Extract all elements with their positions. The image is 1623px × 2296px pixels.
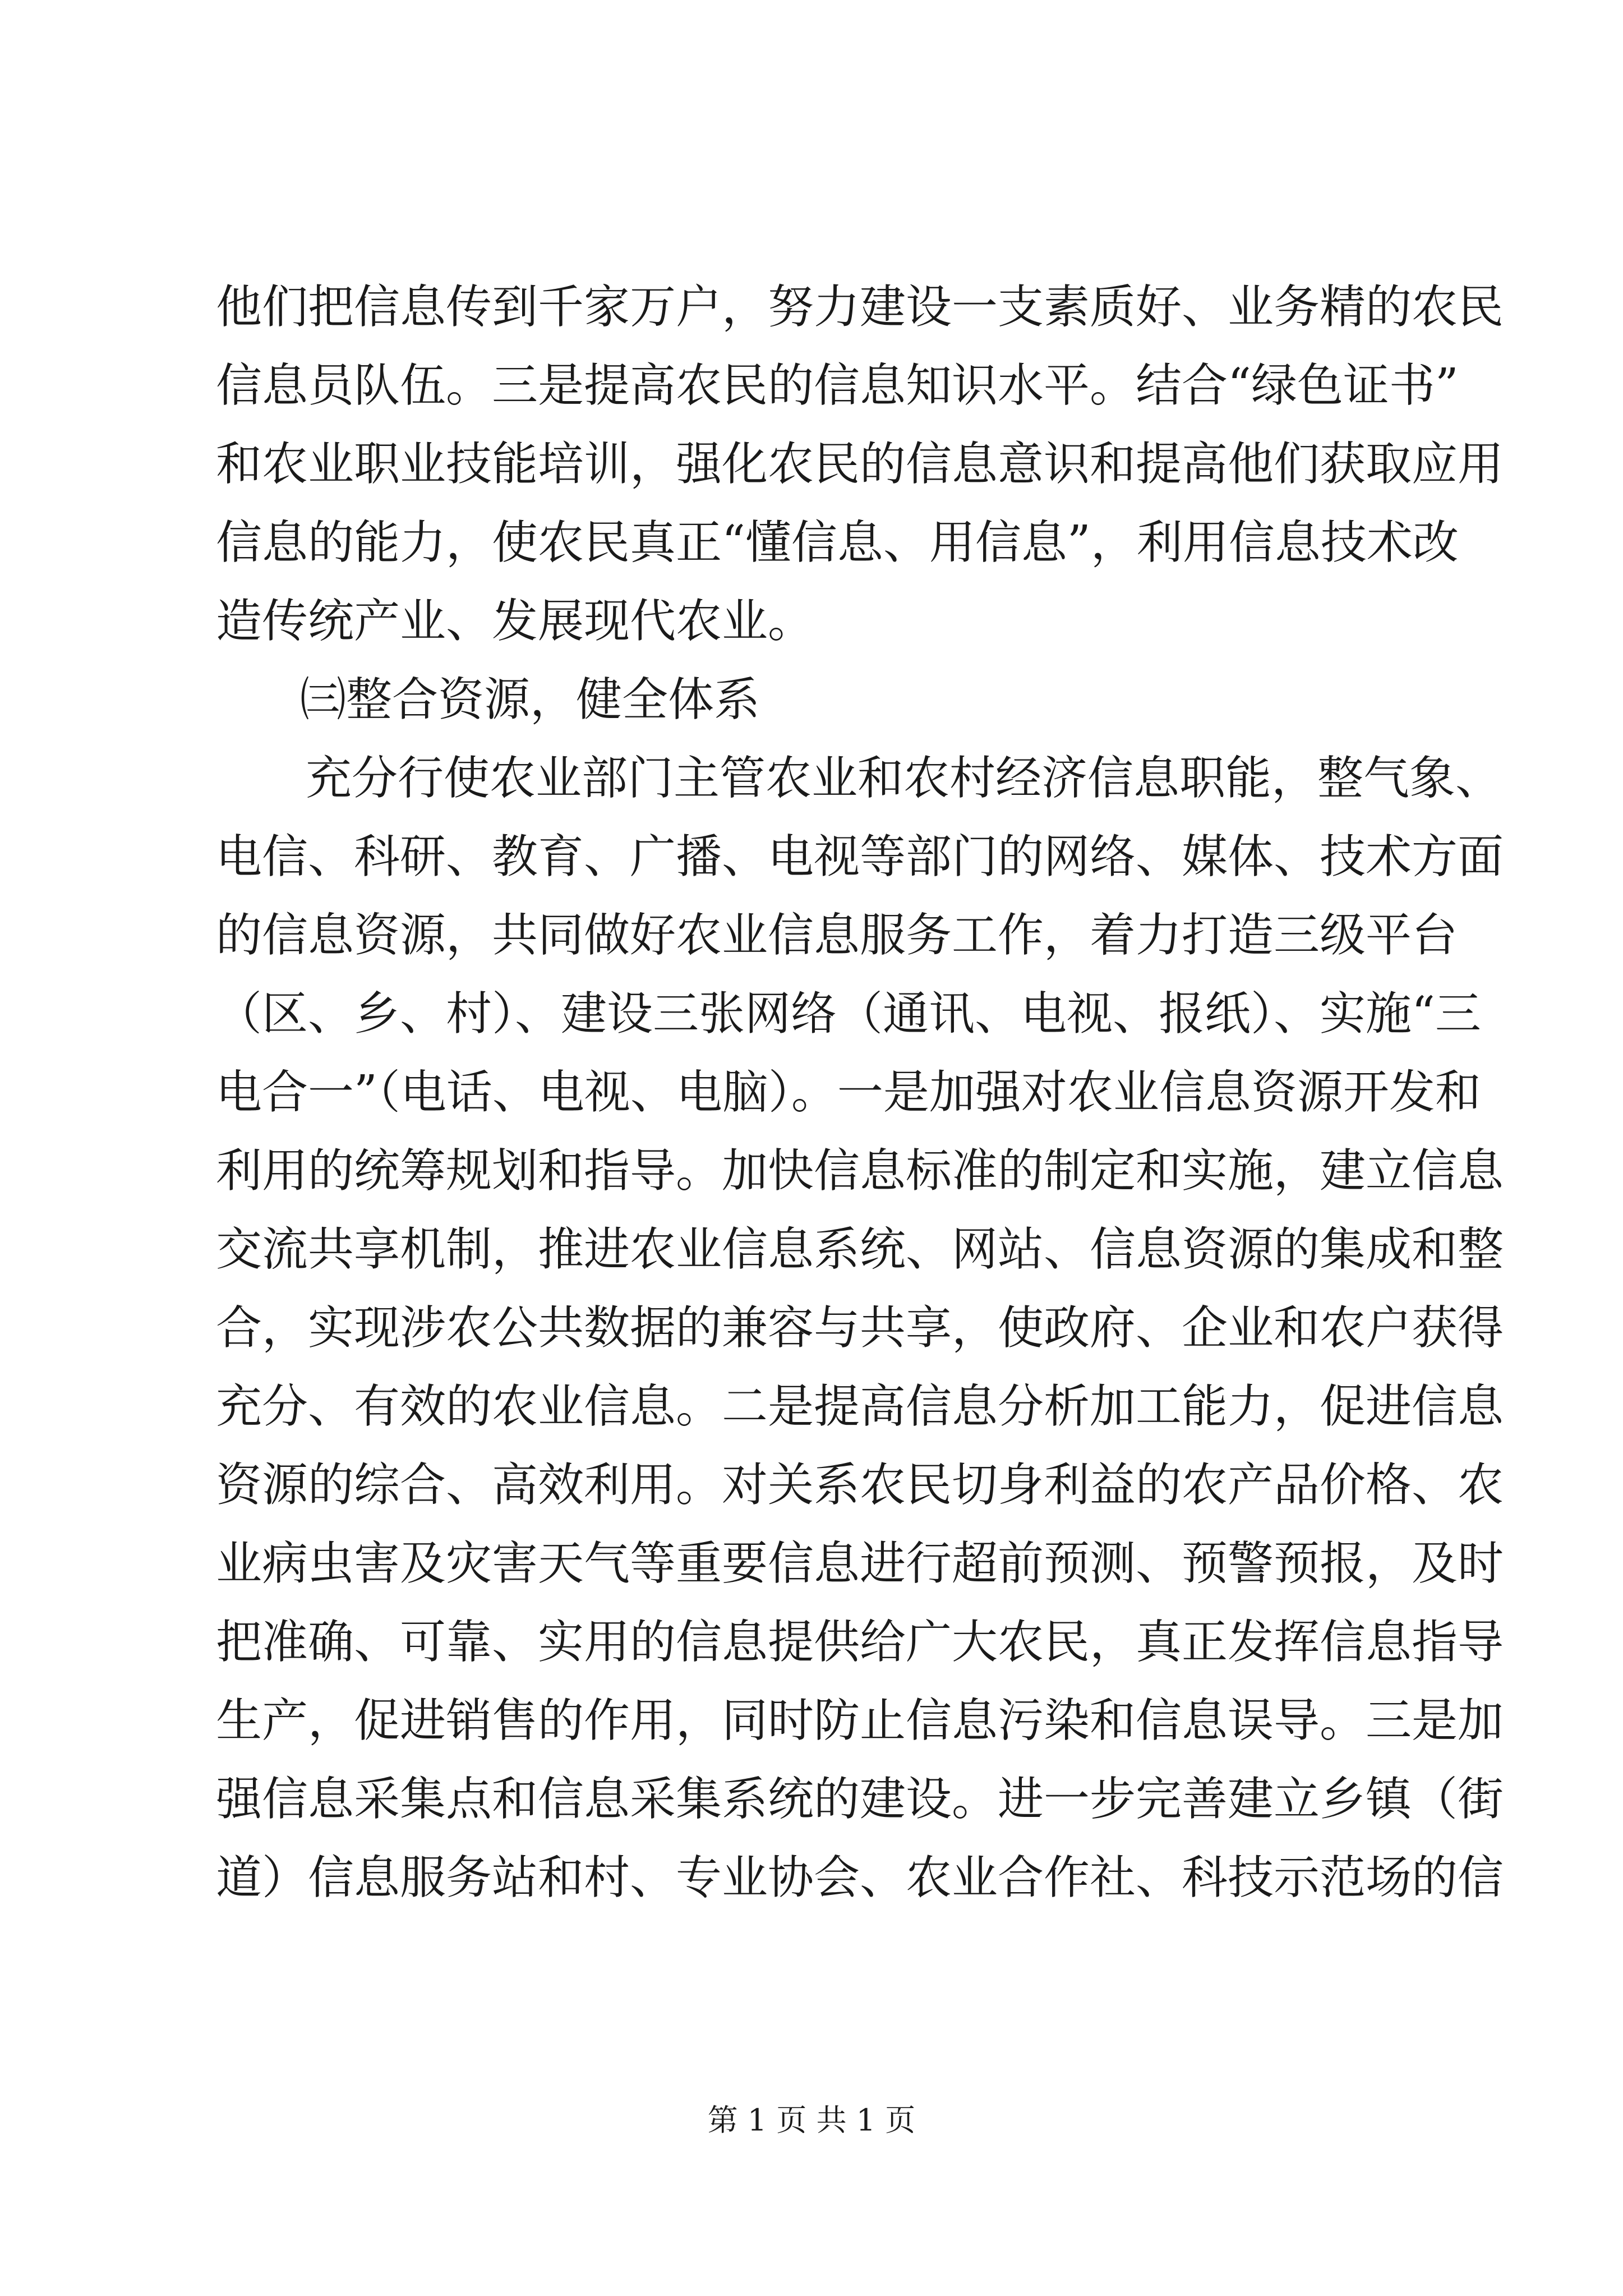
text-line: 利用的统筹规划和指导。加快信息标准的制定和实施，建立信息 <box>216 1144 1504 1198</box>
text-line: 合，实现涉农公共数据的兼容与共享，使政府、企业和农户获得 <box>216 1301 1504 1355</box>
page-number-footer: 第 1 页 共 1 页 <box>707 2102 916 2138</box>
text-line: 的信息资源，共同做好农业信息服务工作，着力打造三级平台 <box>216 909 1458 962</box>
text-line: 信息的能力，使农民真正“懂信息、用信息”，利用信息技术改 <box>216 516 1459 569</box>
text-line: 把准确、可靠、实用的信息提供给广大农民，真正发挥信息指导 <box>216 1616 1504 1669</box>
text-line: 充分行使农业部门主管农业和农村经济信息职能，整气象、 <box>306 752 1502 805</box>
text-line: （区、乡、村）、建设三张网络（通讯、电视、报纸）、实施“三 <box>216 987 1481 1041</box>
text-line: 电合一”（电话、电视、电脑）。一是加强对农业信息资源开发和 <box>216 1066 1481 1119</box>
section-heading: ㈢整合资源，健全体系 <box>300 673 760 726</box>
text-line: 电信、科研、教育、广播、电视等部门的网络、媒体、技术方面 <box>216 830 1504 884</box>
text-line: 和农业职业技能培训，强化农民的信息意识和提高他们获取应用 <box>216 438 1504 491</box>
text-line: 交流共享机制，推进农业信息系统、网站、信息资源的集成和整 <box>216 1223 1504 1276</box>
text-line: 生产，促进销售的作用，同时防止信息污染和信息误导。三是加 <box>216 1694 1504 1747</box>
text-line: 资源的综合、高效利用。对关系农民切身利益的农产品价格、农 <box>216 1458 1504 1512</box>
text-line: 道）信息服务站和村、专业协会、农业合作社、科技示范场的信 <box>216 1851 1504 1904</box>
text-line: 充分、有效的农业信息。二是提高信息分析加工能力，促进信息 <box>216 1380 1504 1433</box>
text-line: 造传统产业、发展现代农业。 <box>216 595 814 648</box>
text-line: 业病虫害及灾害天气等重要信息进行超前预测、预警预报，及时 <box>216 1537 1504 1590</box>
text-line: 信息员队伍。三是提高农民的信息知识水平。结合“绿色证书” <box>216 359 1459 412</box>
document-body <box>216 268 1504 1917</box>
text-line: 他们把信息传到千家万户，努力建设一支素质好、业务精的农民 <box>216 280 1504 334</box>
text-line: 强信息采集点和信息采集系统的建设。进一步完善建立乡镇（街 <box>216 1773 1504 1826</box>
